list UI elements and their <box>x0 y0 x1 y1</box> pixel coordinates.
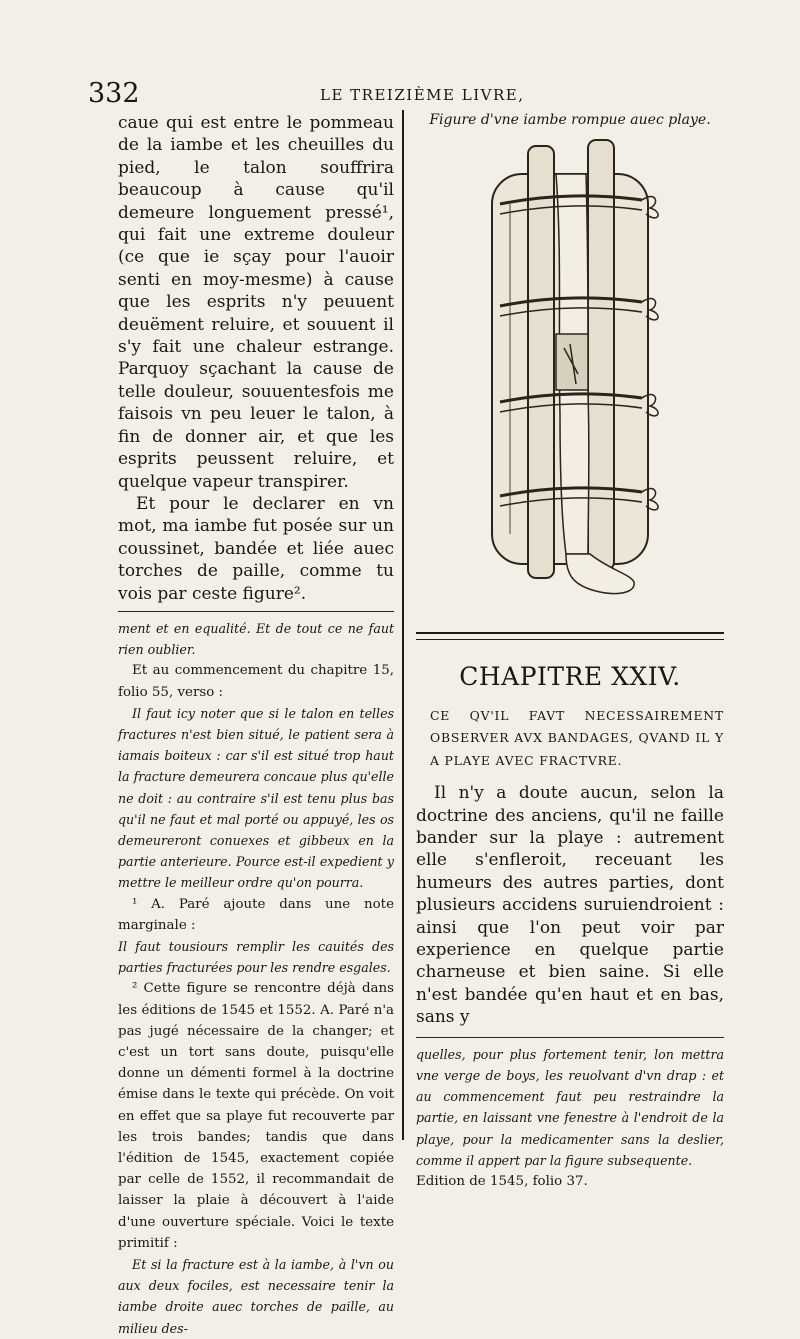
chapter-subtitle: CE QV'IL FAVT NECESSAIREMENT OBSERVER AVX BANDAGES, QVAND IL Y A PLAYE AVEC FRACTVRE. <box>430 708 724 768</box>
footnote-2-quote: Et si la fracture est à la iambe, à l'vn ou aux deux fociles, est necessaire tenir la iambe droite auec torches de paille, au milieu des- <box>118 1257 394 1336</box>
column-divider <box>402 110 404 1140</box>
left-paragraph-2: Et pour le declarer en vn mot, ma iambe fut posée sur un coussinet, bandée et liée auec torches de paille, comme tu vois par ceste figure². <box>118 493 394 604</box>
footnote-1-quote: Il faut tousiours remplir les cauités des parties fracturées pour les rendre esgales. <box>118 938 394 976</box>
splinted-leg-illustration <box>470 134 670 604</box>
footnote-2: ² Cette figure se rencontre déjà dans les éditions de 1545 et 1552. A. Paré n'a pas jugé nécessaire de la changer; et c'est un tort sans doute, puisqu'elle donne un démenti formel à la doctrine émise dans le texte qui précède. On voit en effet que sa playe fut recouverte par les trois bandes; tandis que dans l'édition de 1545, exactement copiée par celle de 1552, il recommandait de laisser la plaie à découvert à l'aide d'une ouverture spéciale. Voici le texte primitif : <box>118 981 394 1251</box>
left-splint <box>528 146 554 578</box>
left-paragraph-1: caue qui est entre le pommeau de la iambe et les cheuilles du pied, le talon souffrira beaucoup à cause qu'il demeure longuement pressé¹, qui fait une extreme douleur (ce que ie sçay pour l'auoir senti en moy-mesme) à cause que les esprits n'y peuuent deuëment reluire, et souuent il s'y fait une chaleur estrange. Parquoy sçachant la cause de telle douleur, souuentesfois me faisois vn peu leuer le talon, à fin de donner air, et que les esprits peussent reluire, et quelque vapeur transpirer. <box>118 113 394 492</box>
footnote-quote: Il faut icy noter que si le talon en telles fractures n'est bien situé, le patient sera à iamais boiteux : car s'il est situé trop haut la fracture demeurera concaue plus qu'elle ne doit : au contraire s'il est tenu plus bas qu'il ne faut et mal porté ou appuyé, les os demeureront conuexes et gibbeux en la partie anterieure. Pource est-il expedient y mettre le meilleur ordre qu'on pourra. <box>118 705 394 891</box>
footnote-continuation: ment et en equalité. Et de tout ce ne faut rien oublier. <box>118 620 394 658</box>
chapter-rule <box>416 632 724 640</box>
left-column <box>118 112 394 1339</box>
footnote-1-intro: ¹ A. Paré ajoute dans une note marginale : <box>118 896 394 933</box>
page-header <box>88 78 690 108</box>
footnote-rule-right <box>416 1037 724 1038</box>
page-number: 332 <box>88 78 140 109</box>
footnote-reference: Et au commencement du chapitre 15, folio 55, verso : <box>118 663 394 700</box>
footnote-2-source: Edition de 1545, folio 37. <box>416 1173 588 1189</box>
running-title: LE TREIZIÈME LIVRE, <box>320 86 525 104</box>
footnote-2-quote-continued: quelles, pour plus fortement tenir, lon mettra vne verge de boys, les reuolvant d'vn drap : et au commencement faut peu restraindre la partie, en laissant vne fenestre à l'endroit de la playe, pour la medicamenter sans la deslier, comme il appert par la figure subsequente. <box>416 1046 724 1168</box>
right-splint <box>588 140 614 570</box>
footnote-rule <box>118 611 394 612</box>
chapter-title: CHAPITRE XXIV. <box>459 662 681 691</box>
figure-caption: Figure d'vne iambe rompue auec playe. <box>429 112 711 128</box>
right-column <box>416 112 724 1192</box>
right-paragraph-1: Il n'y a doute aucun, selon la doctrine des anciens, qu'il ne faille bander sur la playe : autrement elle s'enfleroit, receuant les humeurs des autres parties, dont plusieurs accidens suruiendroient : ainsi que l'on peut voir par experience en quelque partie charneuse et bien saine. Si elle n'est bandée qu'en haut et en bas, sans y <box>416 783 724 1028</box>
